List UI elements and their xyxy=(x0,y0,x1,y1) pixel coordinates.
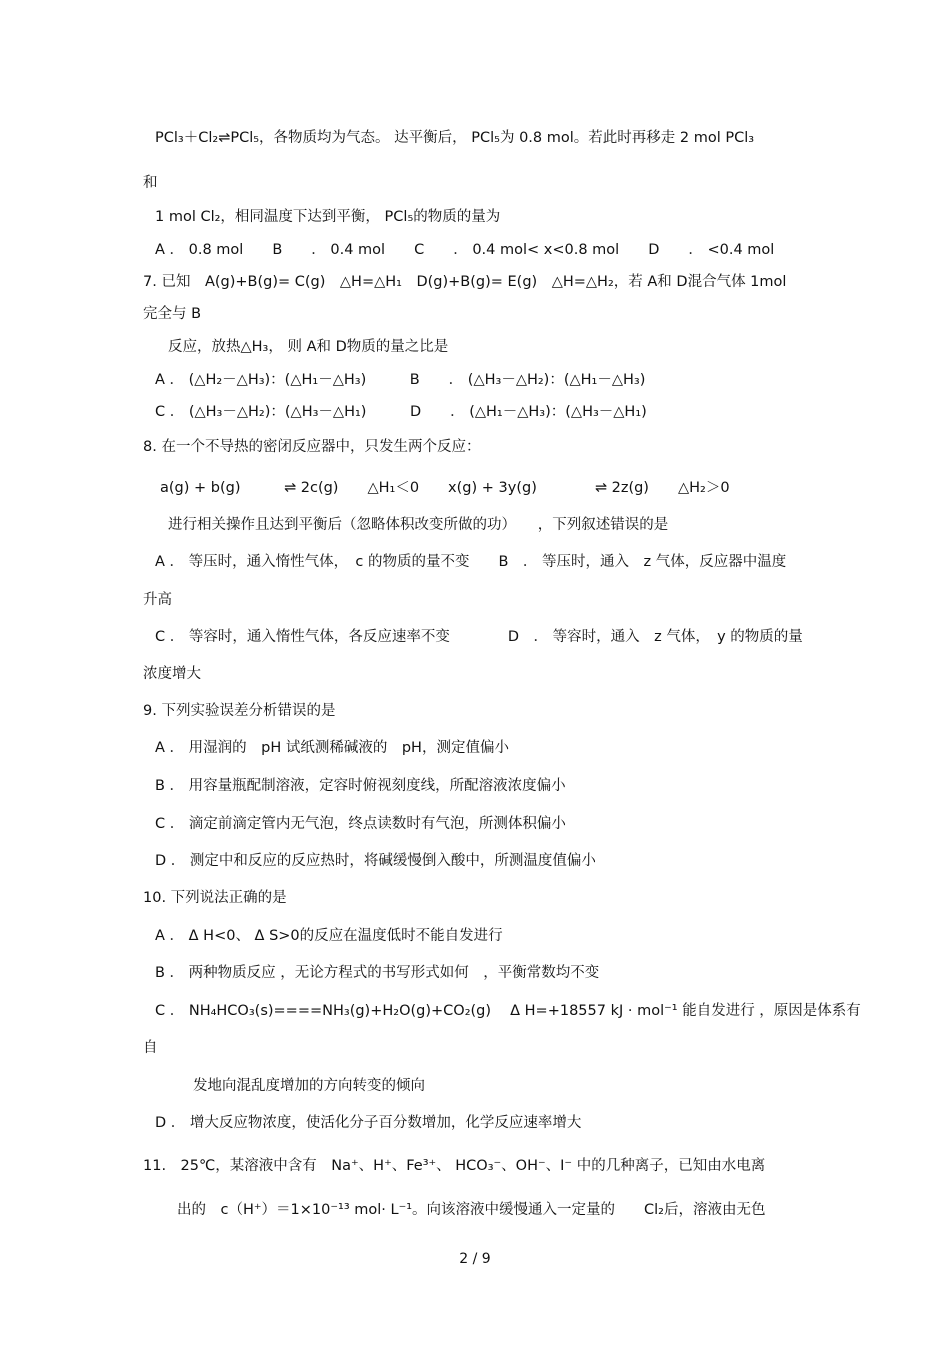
text-line: 浓度增大 xyxy=(143,666,201,682)
text-line: C ． 等容时，通入惰性气体，各反应速率不变 D ． 等容时，通入 z 气体， y 的物质的量 xyxy=(155,629,803,645)
text-line: 升高 xyxy=(143,592,172,608)
question-10-option-c-cont xyxy=(193,1076,425,1096)
question-7-options xyxy=(155,370,645,390)
question-9-option-c xyxy=(155,814,566,834)
text-line: C ． NH₄HCO₃(s)====NH₃(g)+H₂O(g)+CO₂(g) Δ H=+18557 kJ · mol⁻¹ 能自发进行 ，原因是体系有 xyxy=(155,1003,861,1019)
question-9-option-b xyxy=(155,776,566,796)
question-8-reactions xyxy=(160,478,730,498)
question-6-stem-cont xyxy=(155,207,500,227)
text-line: C ． (△H₃－△H₂)：(△H₃－△H₁) D ． (△H₁－△H₃)：(△H₃－△H₁) xyxy=(155,404,647,420)
question-6-stem-cont xyxy=(143,173,158,193)
question-8-option-cd xyxy=(155,627,803,647)
text-line: 11. 25℃，某溶液中含有 Na⁺、H⁺、Fe³⁺、 HCO₃⁻、OH⁻、I⁻ 中的几种离子，已知由水电离 xyxy=(143,1158,766,1174)
text-line: A ． 等压时，通入惰性气体， c 的物质的量不变 B ． 等压时，通入 z 气体，反应器中温度 xyxy=(155,554,787,570)
text-line: 1 mol Cl₂，相同温度下达到平衡， PCl₅的物质的量为 xyxy=(155,209,501,225)
question-10-option-a xyxy=(155,926,503,946)
text-line: B ． 用容量瓶配制溶液，定容时俯视刻度线，所配溶液浓度偏小 xyxy=(155,778,566,794)
text-line: A ． Δ H<0、 Δ S>0的反应在温度低时不能自发进行 xyxy=(155,928,503,944)
question-9-option-a xyxy=(155,738,509,758)
text-line: PCl₃＋Cl₂⇌PCl₅，各物质均为气态。 达平衡后， PCl₅为 0.8 mol。若此时再移走 2 mol PCl₃ xyxy=(155,130,755,146)
text-line: D ． 测定中和反应的反应热时，将碱缓慢倒入酸中，所测温度值偏小 xyxy=(155,853,596,869)
question-7-stem xyxy=(143,272,786,292)
text-line: C ． 滴定前滴定管内无气泡，终点读数时有气泡，所测体积偏小 xyxy=(155,816,566,832)
question-9-option-d xyxy=(155,851,596,871)
question-6-stem xyxy=(155,128,754,148)
text-line: 9. 下列实验误差分析错误的是 xyxy=(143,703,336,719)
text-line: 进行相关操作且达到平衡后（忽略体积改变所做的功） ，下列叙述错误的是 xyxy=(168,517,669,533)
question-9-stem xyxy=(143,701,335,721)
question-10-option-b xyxy=(155,963,599,983)
question-6-options xyxy=(155,240,774,260)
text-line: A ． (△H₂－△H₃)：(△H₁－△H₃) B ． (△H₃－△H₂)：(△H₁－△H₃) xyxy=(155,372,646,388)
text-line: 自 xyxy=(143,1040,158,1056)
page-number: 2 / 9 xyxy=(459,1251,491,1267)
text-line: 完全与 B xyxy=(143,306,202,322)
question-11-stem xyxy=(143,1156,765,1176)
text-line: 发地向混乱度增加的方向转变的倾向 xyxy=(193,1078,425,1094)
question-7-stem-cont xyxy=(168,337,448,357)
question-10-stem xyxy=(143,888,287,908)
text-line: 和 xyxy=(143,175,158,191)
text-line: A ． 0.8 mol B ． 0.4 mol C ． 0.4 mol< x<0.8 mol D ． <0.4 mol xyxy=(155,242,775,258)
text-line: 反应，放热△H₃， 则 A和 D物质的量之比是 xyxy=(168,339,449,355)
text-line: 7. 已知 A(g)+B(g)= C(g) △H=△H₁ D(g)+B(g)= E(g) △H=△H₂，若 A和 D混合气体 1mol xyxy=(143,274,787,290)
question-8-stem-cont xyxy=(168,515,668,535)
text-line: a(g) + b(g) ⇌ 2c(g) △H₁＜0 x(g) + 3y(g) ⇌ 2z(g) △H₂＞0 xyxy=(160,480,730,496)
question-10-option-d xyxy=(155,1113,581,1133)
question-10-option-c-cont xyxy=(143,1038,158,1058)
text-line: 8. 在一个不导热的密闭反应器中，只发生两个反应： xyxy=(143,439,481,455)
text-line: D ． 增大反应物浓度，使活化分子百分数增加，化学反应速率增大 xyxy=(155,1115,582,1131)
question-8-option-ab-cont xyxy=(143,590,172,610)
question-10-option-c xyxy=(155,1001,861,1021)
question-8-stem xyxy=(143,437,480,457)
text-line: A ． 用湿润的 pH 试纸测稀碱液的 pH，测定值偏小 xyxy=(155,740,509,756)
question-8-option-ab xyxy=(155,552,786,572)
text-line: 出的 c（H⁺）＝1×10⁻¹³ mol· L⁻¹。向该溶液中缓慢通入一定量的 Cl₂后，溶液由无色 xyxy=(177,1202,766,1218)
text-line: 10. 下列说法正确的是 xyxy=(143,890,287,906)
question-7-options xyxy=(155,402,647,422)
question-11-stem-cont xyxy=(177,1200,766,1220)
text-line: B ． 两种物质反应 ，无论方程式的书写形式如何 ，平衡常数均不变 xyxy=(155,965,600,981)
question-8-option-cd-cont xyxy=(143,664,201,684)
question-7-stem-cont xyxy=(143,304,201,324)
